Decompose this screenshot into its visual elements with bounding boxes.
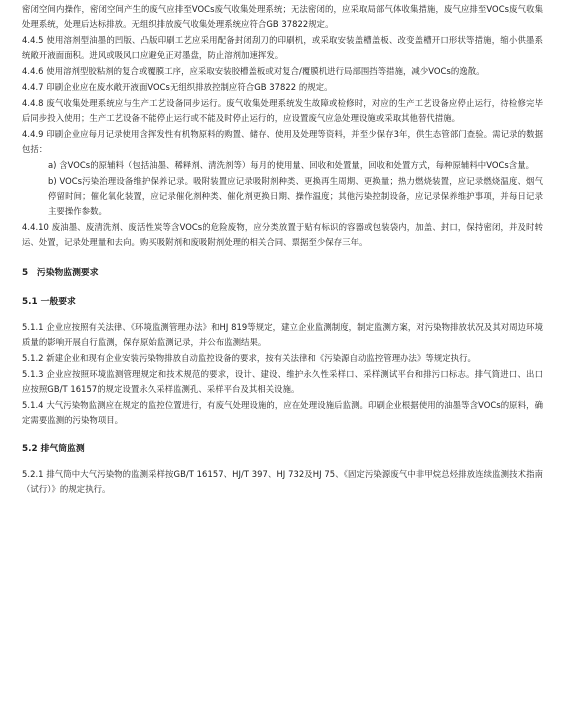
paragraph-4-4-10: 4.4.10 废油墨、废清洗剂、废活性炭等含VOCs的危险废物，应分类放置于贴有标识的容器或包装袋内，加盖、封口，保持密闭，并及时转运、处置，记录处理量和去向。购买吸附剂和废吸附剂处理的相关合同、票据至少保存三年。 bbox=[22, 222, 543, 247]
paragraph-4-4-6: 4.4.6 使用溶剂型胶粘剂的复合或覆膜工序，应采取安装胶槽盖板或对复合/覆膜机进行局部围挡等措施，减少VOCs的逸散。 bbox=[22, 66, 485, 76]
section-heading-5: 5 污染物监测要求 bbox=[22, 268, 99, 278]
list-item-b: b) VOCs污染治理设备维护保养记录。吸附装置应记录吸附剂种类、更换再生周期、更换量；热力燃烧装置，应记录燃烧温度、烟气停留时间；催化氧化装置，应记录催化剂种类、催化剂更换日期、操作温度；其他污染控制设备，应记录保养维护事项，并每日记录主要操作参数。 bbox=[48, 176, 543, 216]
section-heading-5-1: 5.1 一般要求 bbox=[22, 297, 76, 307]
paragraph-4-4-7: 4.4.7 印刷企业应在废水敞开液面VOCs无组织排放控制应符合GB 37822 的规定。 bbox=[22, 82, 333, 92]
paragraph-5-1-3: 5.1.3 企业应按照环境监测管理规定和技术规范的要求，设计、建设、维护永久性采样口、采样测试平台和排污口标志。排气筒进口、出口应按照GB/T 16157的规定设置永久采样监测孔、采样平台及其相关设施。 bbox=[22, 369, 543, 394]
paragraph-5-2-1: 5.2.1 排气筒中大气污染物的监测采样按GB/T 16157、HJ/T 397、HJ 732及HJ 75、《固定污染源废气中非甲烷总烃排放连续监测技术指南（试行）》的规定执行。 bbox=[22, 469, 543, 494]
list-item-a: a) 含VOCs的原辅料（包括油墨、稀释剂、清洗剂等）每月的使用量、回收和处置量，回收和处置方式，每种原辅料中VOCs含量。 bbox=[48, 160, 535, 170]
paragraph-5-1-1: 5.1.1 企业应按照有关法律、《环境监测管理办法》和HJ 819等规定，建立企业监测制度，制定监测方案，对污染物排放状况及其对周边环境质量的影响开展自行监测，保存原始监测记录，并公布监测结果。 bbox=[22, 322, 543, 347]
paragraph-4-4-8: 4.4.8 废气收集处理系统应与生产工艺设备同步运行。废气收集处理系统发生故障或检修时，对应的生产工艺设备应停止运行，待检修完毕后同步投入使用；生产工艺设备不能停止运行或不能及时停止运行的，应设置废气应急处理设施或采取其他替代措施。 bbox=[22, 98, 543, 123]
paragraph-continued: 密闭空间内操作，密闭空间产生的废气应排至VOCs废气收集处理系统；无法密闭的，应采取局部气体收集措施，废气应排至VOCs废气收集处理系统，处理后达标排放。无组织排放废气收集处理系统应符合GB 37822规定。 bbox=[22, 4, 543, 29]
paragraph-5-1-4: 5.1.4 大气污染物监测应在规定的监控位置进行，有废气处理设施的，应在处理设施后监测。印刷企业根据使用的油墨等含VOCs的原料，确定需要监测的污染物项目。 bbox=[22, 400, 543, 425]
paragraph-4-4-9: 4.4.9 印刷企业应每月记录使用含挥发性有机物原料的购置、储存、使用及处理等资料，并至少保存3年，供生态管部门查验。需记录的数据包括： bbox=[22, 129, 543, 154]
paragraph-5-1-2: 5.1.2 新建企业和现有企业安装污染物排放自动监控设备的要求，按有关法律和《污染源自动监控管理办法》等规定执行。 bbox=[22, 353, 476, 363]
section-heading-5-2: 5.2 排气筒监测 bbox=[22, 444, 85, 454]
paragraph-4-4-5: 4.4.5 使用溶剂型油墨的凹版、凸版印刷工艺应采用配备封闭刮刀的印刷机，或采取安装盖槽盖板、改变盖槽开口形状等措施，缩小供墨系统敞开液面面积。进风或吸风口应避免正对墨盘，防止溶剂加速挥发。 bbox=[22, 35, 543, 60]
